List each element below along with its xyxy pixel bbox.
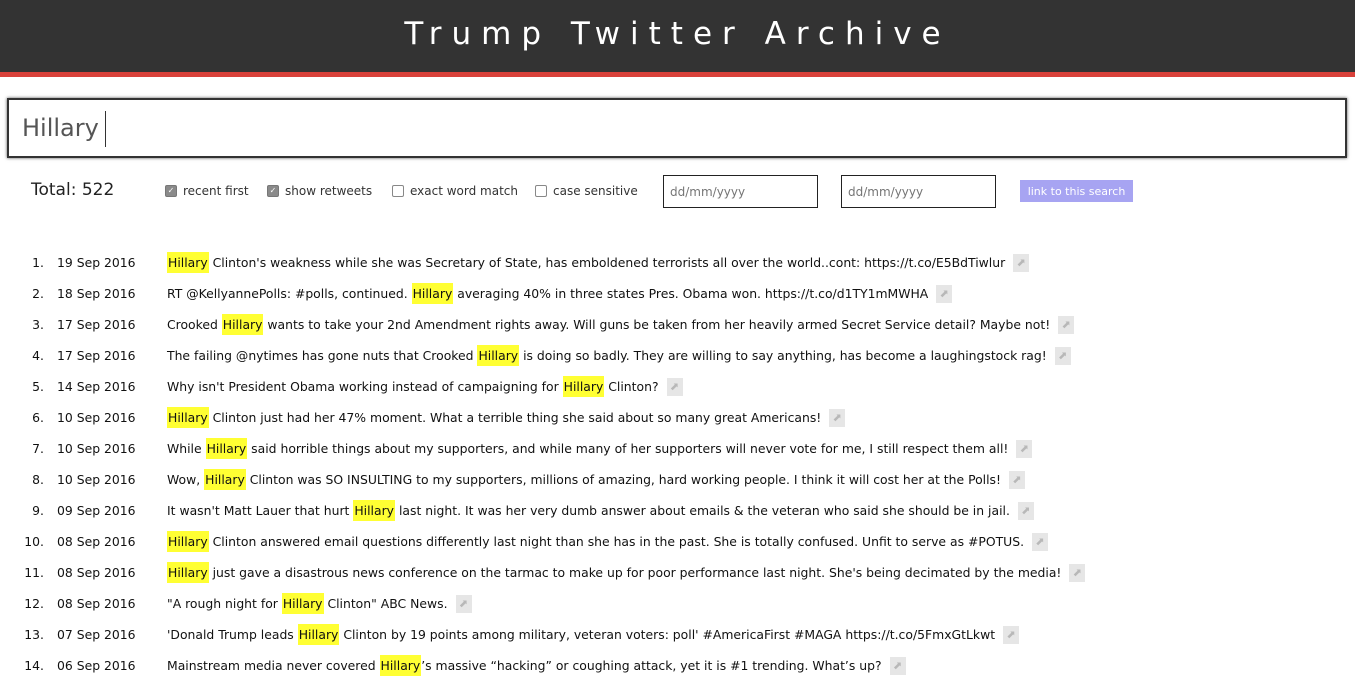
external-link-icon[interactable]: ⬈ — [667, 378, 683, 396]
show-retweets-checkbox[interactable]: ✓ — [267, 185, 279, 197]
external-link-icon[interactable]: ⬈ — [1013, 254, 1029, 272]
tweet-text — [167, 624, 1019, 645]
total-count: Total: 522 — [31, 180, 115, 200]
tweet-date[interactable]: 10 Sep 2016 — [57, 472, 136, 487]
tweet-text-after: Clinton's weakness while she was Secretary of State, has emboldened terrorists all over the world..cont: https://t.co/E5BdTiwlur — [208, 255, 1006, 270]
tweet-text-before: Wow, — [167, 472, 205, 487]
tweet-date[interactable]: 19 Sep 2016 — [57, 255, 136, 270]
exact-word-match-label: exact word match — [410, 184, 519, 198]
external-link-icon[interactable]: ⬈ — [829, 409, 845, 427]
tweet-text — [167, 593, 472, 614]
search-term-highlight: Hillary — [412, 283, 454, 304]
recent-first-option[interactable] — [165, 184, 249, 198]
tweet-text-before: Crooked — [167, 317, 222, 332]
tweet-row — [0, 557, 1355, 588]
search-term-highlight: Hillary — [167, 407, 209, 428]
tweet-number: 12. — [24, 596, 44, 611]
tweet-date[interactable]: 10 Sep 2016 — [57, 441, 136, 456]
tweet-row — [0, 619, 1355, 650]
tweet-text-before: 'Donald Trump leads — [167, 627, 298, 642]
tweet-text-after: said horrible things about my supporters, and while many of her supporters will never vote for me, I still respect them all! — [247, 441, 1009, 456]
tweet-text-after: averaging 40% in three states Pres. Obama won. https://t.co/d1TY1mMWHA — [453, 286, 929, 301]
tweet-text-after: last night. It was her very dumb answer about emails & the veteran who said she should be in jail. — [395, 503, 1010, 518]
external-link-icon[interactable]: ⬈ — [890, 657, 906, 675]
search-term-highlight: Hillary — [206, 438, 248, 459]
tweet-row — [0, 402, 1355, 433]
search-term-highlight: Hillary — [298, 624, 340, 645]
tweet-row — [0, 371, 1355, 402]
tweet-date[interactable]: 17 Sep 2016 — [57, 348, 136, 363]
tweet-text-after: is doing so badly. They are willing to say anything, has become a laughingstock rag! — [519, 348, 1047, 363]
tweet-text — [167, 531, 1048, 552]
tweet-text-before: Mainstream media never covered — [167, 658, 380, 673]
site-header — [0, 0, 1355, 77]
search-term-highlight: Hillary — [380, 655, 422, 676]
tweet-date[interactable]: 08 Sep 2016 — [57, 565, 136, 580]
tweet-date[interactable]: 17 Sep 2016 — [57, 317, 136, 332]
external-link-icon[interactable]: ⬈ — [1018, 502, 1034, 520]
tweet-text — [167, 562, 1085, 583]
date-from-input[interactable] — [663, 175, 818, 208]
case-sensitive-option[interactable] — [535, 184, 638, 198]
tweet-number: 3. — [32, 317, 44, 332]
exact-word-match-option[interactable] — [392, 184, 518, 198]
tweet-row — [0, 495, 1355, 526]
case-sensitive-checkbox[interactable] — [535, 185, 547, 197]
external-link-icon[interactable]: ⬈ — [1009, 471, 1025, 489]
tweet-number: 1. — [32, 255, 44, 270]
tweet-number: 14. — [24, 658, 44, 673]
tweet-number: 9. — [32, 503, 44, 518]
tweet-text-before: While — [167, 441, 206, 456]
tweet-date[interactable]: 08 Sep 2016 — [57, 596, 136, 611]
tweet-date[interactable]: 14 Sep 2016 — [57, 379, 136, 394]
text-caret — [105, 111, 106, 147]
tweet-text — [167, 438, 1032, 459]
tweet-text — [167, 469, 1025, 490]
date-to-input[interactable] — [841, 175, 996, 208]
tweet-text-after: Clinton" ABC News. — [323, 596, 448, 611]
tweet-row — [0, 278, 1355, 309]
recent-first-checkbox[interactable]: ✓ — [165, 185, 177, 197]
tweet-row — [0, 247, 1355, 278]
link-to-search-button[interactable]: link to this search — [1020, 180, 1133, 202]
search-term-highlight: Hillary — [563, 376, 605, 397]
search-term-highlight: Hillary — [477, 345, 519, 366]
tweet-number: 4. — [32, 348, 44, 363]
show-retweets-option[interactable] — [267, 184, 372, 198]
tweet-text-before: Why isn't President Obama working instead of campaigning for — [167, 379, 563, 394]
search-term-highlight: Hillary — [204, 469, 246, 490]
tweet-number: 7. — [32, 441, 44, 456]
tweet-text-before: The failing @nytimes has gone nuts that Crooked — [167, 348, 478, 363]
tweet-number: 6. — [32, 410, 44, 425]
external-link-icon[interactable]: ⬈ — [1055, 347, 1071, 365]
tweet-text — [167, 407, 845, 428]
search-term-highlight: Hillary — [353, 500, 395, 521]
tweet-list — [0, 247, 1355, 681]
external-link-icon[interactable]: ⬈ — [1069, 564, 1085, 582]
tweet-date[interactable]: 10 Sep 2016 — [57, 410, 136, 425]
tweet-text — [167, 314, 1074, 335]
external-link-icon[interactable]: ⬈ — [1058, 316, 1074, 334]
tweet-text-before: "A rough night for — [167, 596, 282, 611]
tweet-date[interactable]: 08 Sep 2016 — [57, 534, 136, 549]
search-box[interactable] — [7, 98, 1347, 158]
site-title[interactable]: Trump Twitter Archive — [404, 16, 951, 52]
tweet-number: 13. — [24, 627, 44, 642]
tweet-date[interactable]: 07 Sep 2016 — [57, 627, 136, 642]
tweet-row — [0, 588, 1355, 619]
search-term-highlight: Hillary — [282, 593, 324, 614]
tweet-row — [0, 526, 1355, 557]
tweet-text — [167, 655, 906, 676]
tweet-text-after: wants to take your 2nd Amendment rights away. Will guns be taken from her heavily armed Secret Service detail? Maybe not! — [263, 317, 1051, 332]
search-term-highlight: Hillary — [222, 314, 264, 335]
tweet-text — [167, 345, 1071, 366]
external-link-icon[interactable]: ⬈ — [936, 285, 952, 303]
tweet-text-before: It wasn't Matt Lauer that hurt — [167, 503, 354, 518]
external-link-icon[interactable]: ⬈ — [1032, 533, 1048, 551]
tweet-text — [167, 376, 683, 397]
tweet-text-after: Clinton answered email questions differently last night than she has in the past. She is totally confused. Unfit to serve as #POTUS. — [208, 534, 1025, 549]
external-link-icon[interactable]: ⬈ — [1003, 626, 1019, 644]
tweet-date[interactable]: 18 Sep 2016 — [57, 286, 136, 301]
tweet-number: 10. — [24, 534, 44, 549]
tweet-row — [0, 650, 1355, 681]
tweet-row — [0, 340, 1355, 371]
tweet-number: 11. — [24, 565, 44, 580]
tweet-text — [167, 252, 1029, 273]
tweet-date[interactable]: 06 Sep 2016 — [57, 658, 136, 673]
search-term-highlight: Hillary — [167, 531, 209, 552]
tweet-row — [0, 433, 1355, 464]
tweet-text — [167, 500, 1034, 521]
show-retweets-label: show retweets — [285, 184, 373, 198]
recent-first-label: recent first — [183, 184, 249, 198]
external-link-icon[interactable]: ⬈ — [1016, 440, 1032, 458]
tweet-number: 5. — [32, 379, 44, 394]
exact-word-match-checkbox[interactable] — [392, 185, 404, 197]
search-term-highlight: Hillary — [167, 252, 209, 273]
tweet-text-after: Clinton just had her 47% moment. What a terrible thing she said about so many great Americans! — [208, 410, 822, 425]
tweet-text-after: Clinton by 19 points among military, veteran voters: poll' #AmericaFirst #MAGA https://t.co/5FmxGtLkwt — [339, 627, 996, 642]
tweet-text-after: ’s massive “hacking” or coughing attack, yet it is #1 trending. What’s up? — [421, 658, 882, 673]
tweet-number: 8. — [32, 472, 44, 487]
tweet-text — [167, 283, 952, 304]
search-input[interactable] — [9, 100, 1345, 156]
tweet-row — [0, 464, 1355, 495]
tweet-text-after: just gave a disastrous news conference on the tarmac to make up for poor performance last night. She's being decimated by the media! — [208, 565, 1062, 580]
tweet-row — [0, 309, 1355, 340]
tweet-text-after: Clinton was SO INSULTING to my supporters, millions of amazing, hard working people. I think it will cost her at the Polls! — [245, 472, 1001, 487]
tweet-number: 2. — [32, 286, 44, 301]
search-term-highlight: Hillary — [167, 562, 209, 583]
tweet-text-after: Clinton? — [604, 379, 659, 394]
tweet-date[interactable]: 09 Sep 2016 — [57, 503, 136, 518]
search-controls — [0, 175, 1355, 209]
case-sensitive-label: case sensitive — [553, 184, 638, 198]
tweet-text-before: RT @KellyannePolls: #polls, continued. — [167, 286, 412, 301]
external-link-icon[interactable]: ⬈ — [456, 595, 472, 613]
